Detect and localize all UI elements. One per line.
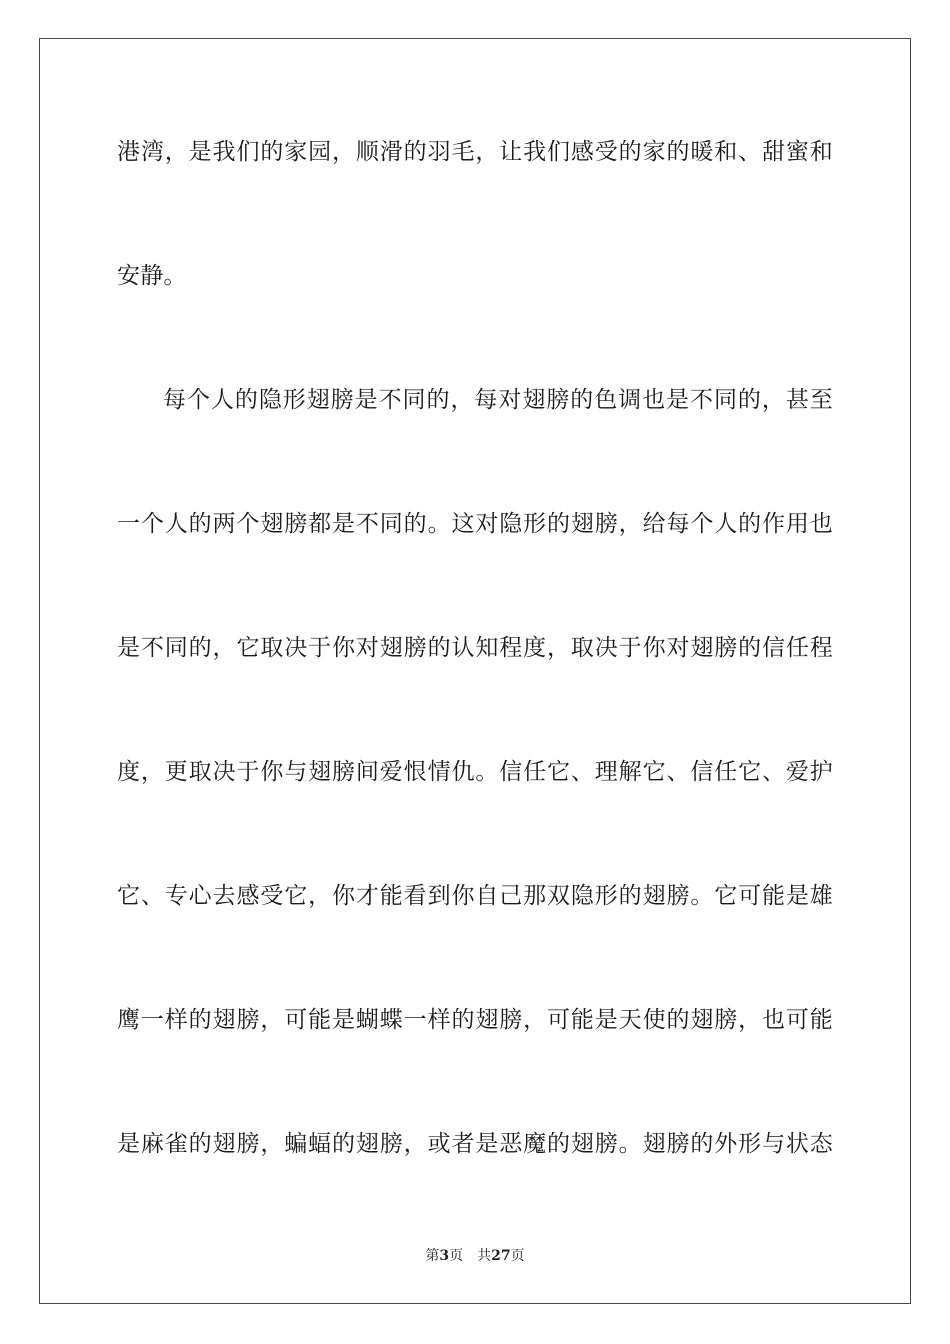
page-suffix: 页 [449,1248,464,1264]
body-text-line: 是麻雀的翅膀，蝙蝠的翅膀，或者是恶魔的翅膀。翅膀的外形与状态 [117,1131,833,1157]
paragraph-first-line: 每个人的隐形翅膀是不同的，每对翅膀的色调也是不同的，甚至 [163,387,833,413]
total-suffix: 页 [510,1248,525,1264]
page-total: 27 [491,1248,511,1264]
body-text-line: 港湾，是我们的家园，顺滑的羽毛，让我们感受的家的暖和、甜蜜和 [117,139,833,165]
total-prefix: 共 [477,1248,492,1264]
body-text-line: 是不同的，它取决于你对翅膀的认知程度，取决于你对翅膀的信任程 [117,635,833,661]
body-text-line: 一个人的两个翅膀都是不同的。这对隐形的翅膀，给每个人的作用也 [117,511,833,537]
body-text-line: 鹰一样的翅膀，可能是蝴蝶一样的翅膀，可能是天使的翅膀，也可能 [117,1007,833,1033]
body-text-line: 度，更取决于你与翅膀间爱恨情仇。信任它、理解它、信任它、爱护 [117,759,833,785]
page-border [39,38,911,1304]
body-text-line: 安静。 [117,263,187,289]
body-text-line: 它、专心去感受它，你才能看到你自己那双隐形的翅膀。它可能是雄 [117,883,833,909]
page-prefix: 第 [425,1248,440,1264]
page-number: 3 [439,1248,450,1264]
page-footer [0,1246,950,1266]
